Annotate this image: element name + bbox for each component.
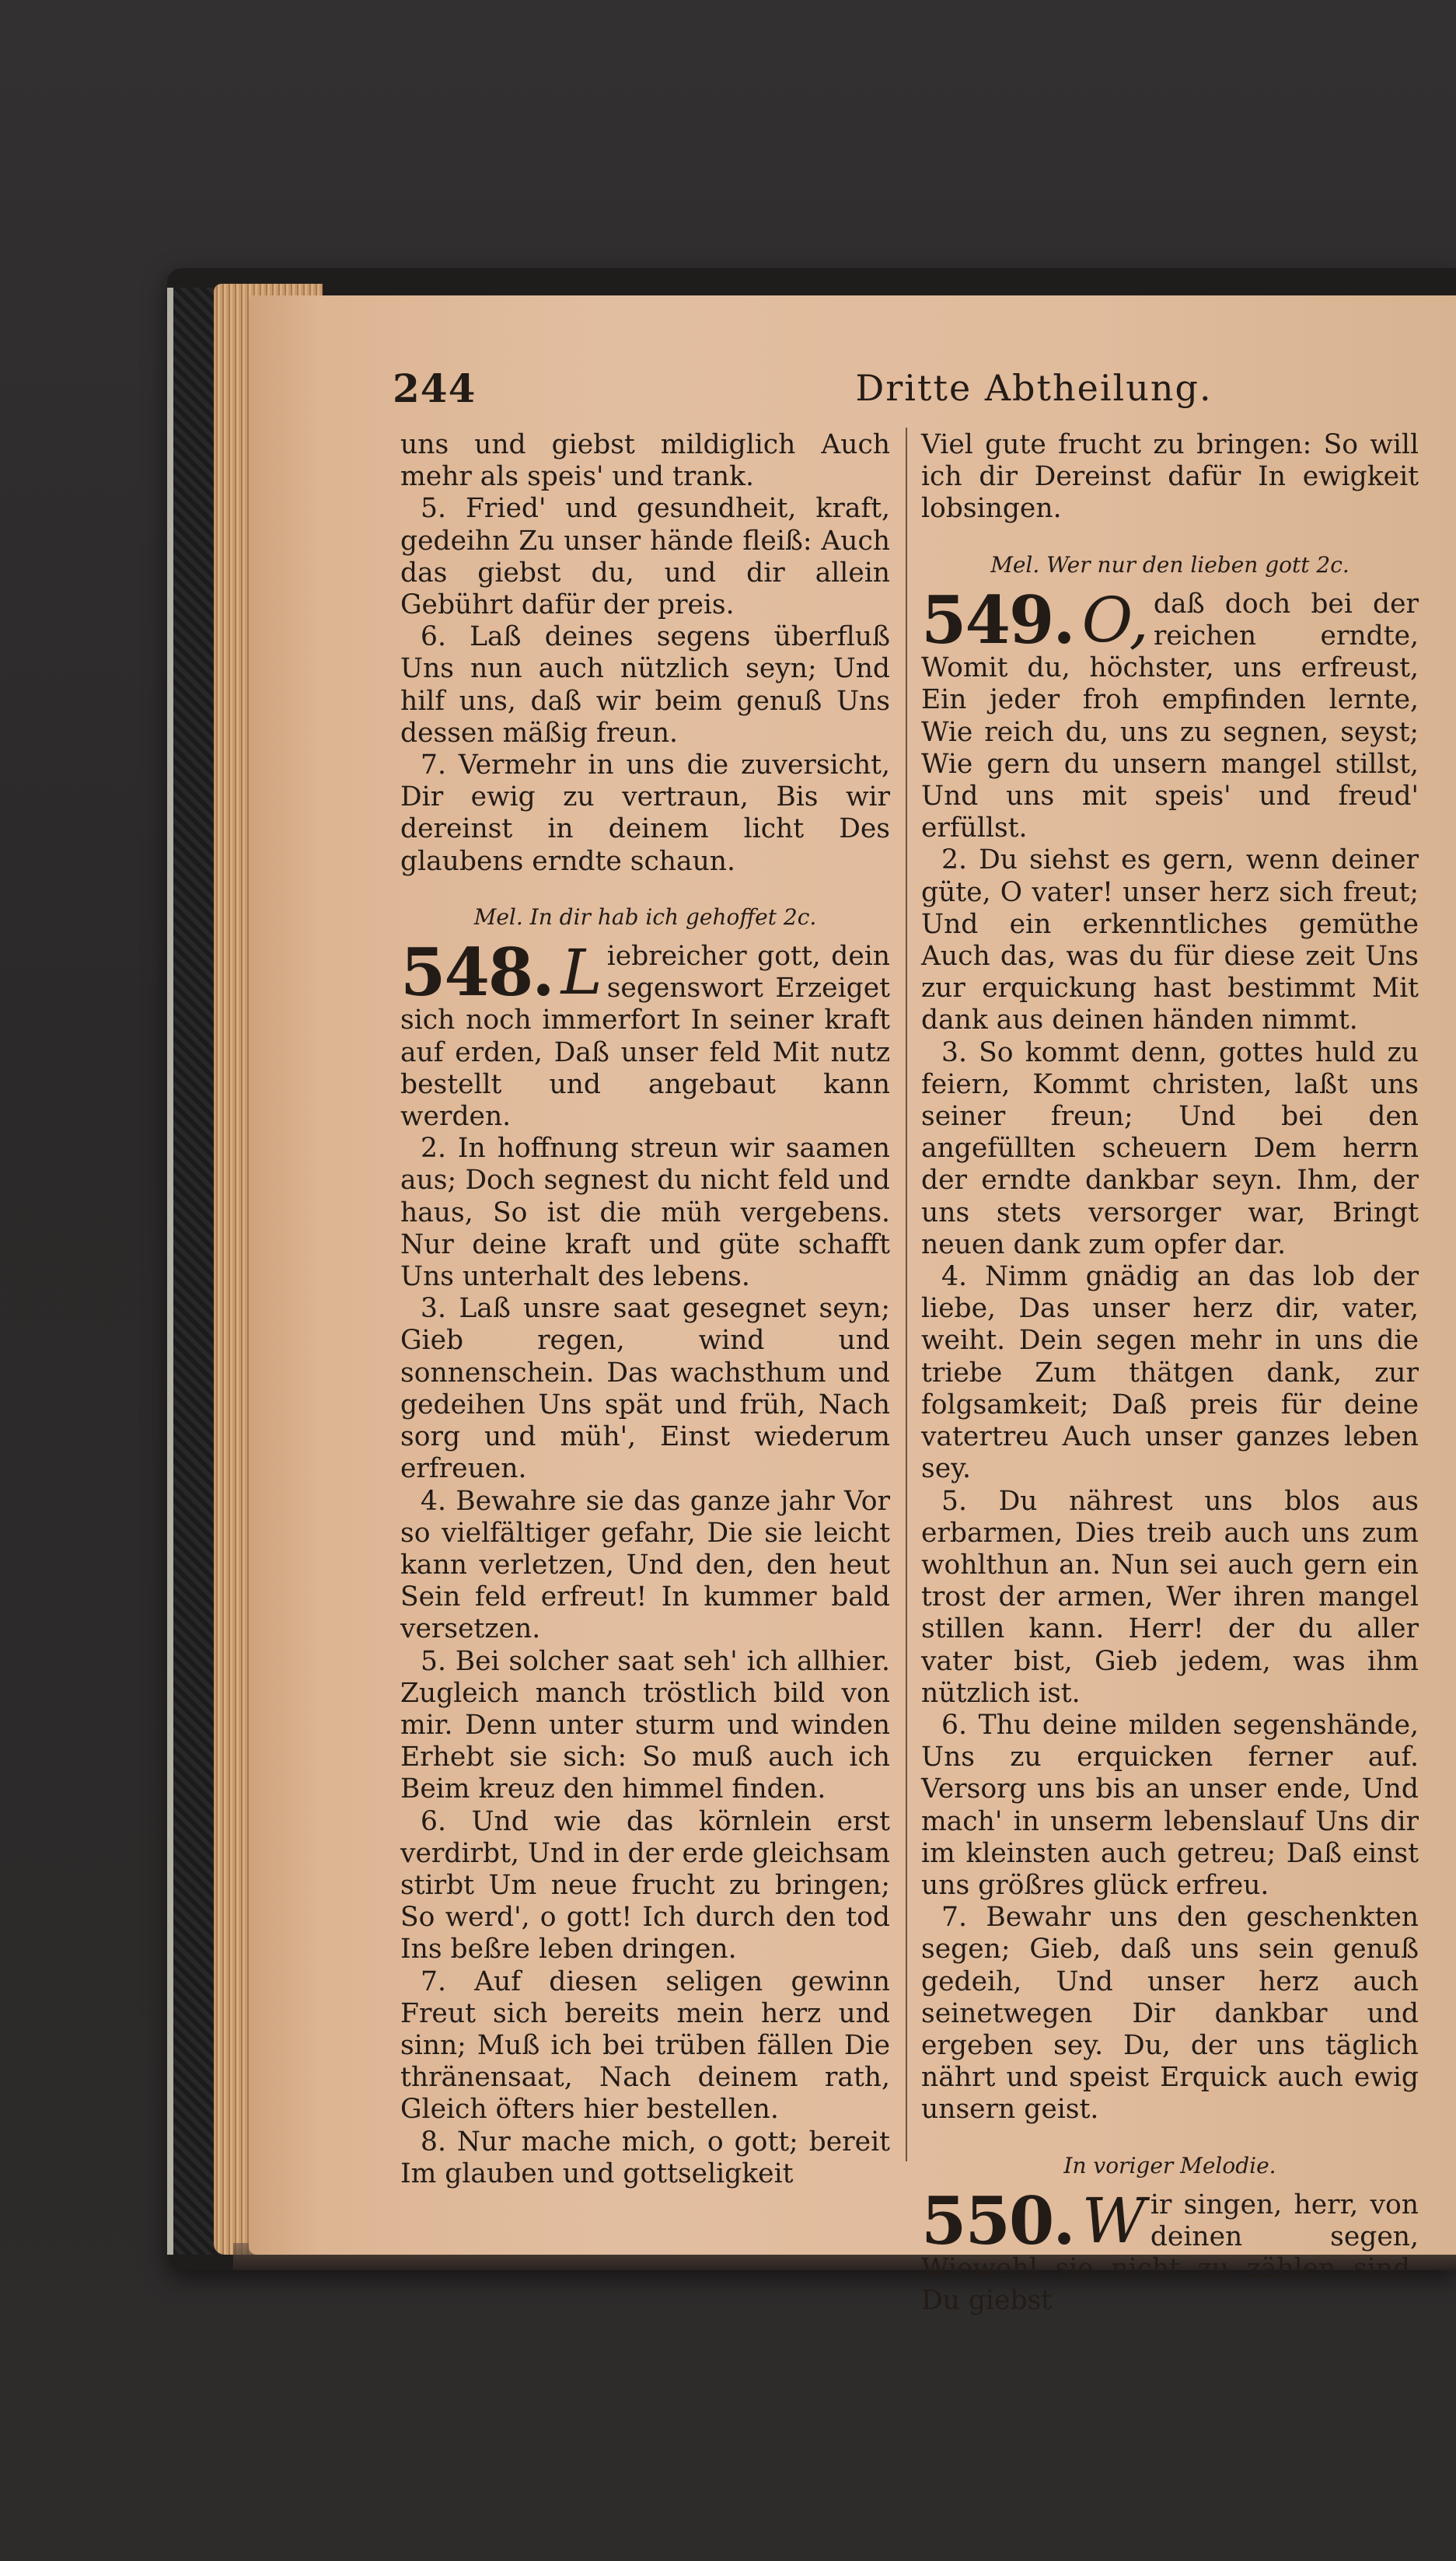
left-column (400, 429, 890, 2190)
hymn-548-verse-4: 4. Bewahre sie das ganze jahr Vor so vielfältiger gefahr, Die sie leicht kann verletzen, Und den, den heut Sein feld erfreut! In kummer bald versetzen. (400, 1485, 890, 1645)
hymn-548-verse-7: 7. Auf diesen seligen gewinn Freut sich bereits mein herz und sinn; Muß ich bei trüben fällen Die thränensaat, Nach deinem rath, Gleich öfters hier bestellen. (400, 1965, 890, 2126)
hymn-number-550: 550. (921, 2182, 1074, 2259)
melody-note-549: Mel. Wer nur den lieben gott 2c. (990, 551, 1350, 578)
melody-note-548: Mel. In dir hab ich gehoffet 2c. (473, 903, 817, 930)
hymn-549-verse-6: 6. Thu deine milden segenshände, Uns zu erquicken ferner auf. Versorg uns bis an unser ende, Und mach' in unserm lebenslauf Uns dir im kleinsten auch getreu; Daß einst uns größres glück erfreu. (921, 1709, 1419, 1901)
page-number: 244 (393, 365, 477, 411)
hymn-548-verse-6: 6. Und wie das körnlein erst verdirbt, Und in der erde gleichsam stirbt Um neue frucht zu bringen; So werd', o gott! Ich durch den tod Ins beßre leben dringen. (400, 1805, 890, 1965)
hymn-549-verse-2: 2. Du siehst es gern, wenn deiner güte, O vater! unser herz sich freut; Und ein erkenntliches gemüthe Auch das, was du für diese zeit Uns zur erquickung hast bestimmt Mit dank aus deinen händen nimmt. (921, 844, 1419, 1036)
hymn-initial-548: L (560, 936, 602, 1009)
hymn-549 (921, 581, 1419, 845)
hymn-548-verse-5: 5. Bei solcher saat seh' ich allhier. Zugleich manch tröstlich bild von mir. Denn unter sturm und winden Erhebt sie sich: So muß auch ich Beim kreuz den himmel finden. (400, 1645, 890, 1805)
hymn-549-verse-4: 4. Nimm gnädig an das lob der liebe, Das unser herz dir, vater, weiht. Dein segen mehr in uns die triebe Zum thätgen dank, zur folgsamkeit; Daß preis für deine vatertreu Auch unser ganzes leben sey. (921, 1261, 1419, 1485)
book-page (249, 295, 1456, 2317)
hymn-number-549: 549. (921, 581, 1074, 659)
hymn-548-verse-3: 3. Laß unsre saat gesegnet seyn; Gieb regen, wind und sonnenschein. Das wachsthum und gedeihen Uns spät und früh, Nach sorg und müh', Einst wiederum erfreuen. (400, 1293, 890, 1485)
verse-7: 7. Vermehr in uns die zuversicht, Dir ewig zu vertraun, Bis wir dereinst in deinem licht Des glaubens erndte schaun. (400, 749, 890, 877)
hymn-549-verse-7: 7. Bewahr uns den geschenkten segen; Gieb, daß uns sein genuß gedeih, Und unser herz auch seinetwegen Dir dankbar und ergeben sey. Du, der uns täglich nährt und speist Erquick auch ewig unsern geist. (921, 1902, 1419, 2126)
hymn-548-verse-8: 8. Nur mache mich, o gott; bereit Im glauben und gottseligkeit (400, 2126, 890, 2189)
verse-continuation-right: Viel gute frucht zu bringen: So will ich dir Dereinst dafür In ewigkeit lobsingen. (921, 429, 1419, 525)
hymn-548 (400, 934, 890, 1133)
hymn-549-verse-3: 3. So kommt denn, gottes huld zu feiern, Kommt christen, laßt uns seiner freun; Und bei den angefüllten scheuern Dem herrn der erndte dankbar seyn. Ihm, der uns stets versorger war, Bringt neuen dank zum opfer dar. (921, 1036, 1419, 1260)
hymn-548-verse-2: 2. In hoffnung streun wir saamen aus; Doch segnest du nicht feld und haus, So ist die müh vergebens. Nur deine kraft und güte schafft Uns unterhalt des lebens. (400, 1133, 890, 1293)
hymn-549-verse-5: 5. Du nährest uns blos aus erbarmen, Dies treib auch uns zum wohlthun an. Nun sei auch gern ein trost der armen, Wer ihren mangel stillen kann. Herr! der du aller vater bist, Gieb jedem, was ihm nützlich ist. (921, 1485, 1419, 1709)
hymn-number-548: 548. (400, 934, 553, 1011)
verse-6: 6. Laß deines segens überfluß Uns nun auch nützlich seyn; Und hilf uns, daß wir beim genuß Uns dessen mäßig freun. (400, 621, 890, 749)
column-divider (906, 428, 907, 2161)
verse-continuation: uns und giebst mildiglich Auch mehr als speis' und trank. (400, 429, 890, 493)
melody-note-550: In voriger Melodie. (1063, 2152, 1276, 2178)
hymn-549-verse-1: daß doch bei der reichen erndte, Womit du, höchster, uns erfreust, Ein jeder froh empfinden lernte, Wie reich du, uns zu segnen, seyst; Wie gern du unsern mangel stillst, Und uns mit speis' und freud' erfüllst. (921, 588, 1419, 844)
hymn-550-verse-1: ir singen, herr, von deinen segen, Wiewohl sie nicht zu zählen sind. Du giebst (921, 2189, 1419, 2317)
hymn-548-verse-1: iebreicher gott, dein segenswort Erzeiget sich noch immerfort In seiner kraft auf erden, Daß unser feld Mit nutz bestellt und angebaut kann werden. (400, 941, 890, 1133)
verse-5: 5. Fried' und gesundheit, kraft, gedeihn Zu unser hände fleiß: Auch das giebst du, und dir allein Gebührt dafür der preis. (400, 493, 890, 621)
hymn-550 (921, 2182, 1419, 2318)
section-title: Dritte Abtheilung. (855, 367, 1213, 409)
hymn-initial-550: W (1081, 2184, 1146, 2257)
right-column (921, 429, 1419, 2318)
hymn-initial-549: O, (1081, 583, 1149, 656)
